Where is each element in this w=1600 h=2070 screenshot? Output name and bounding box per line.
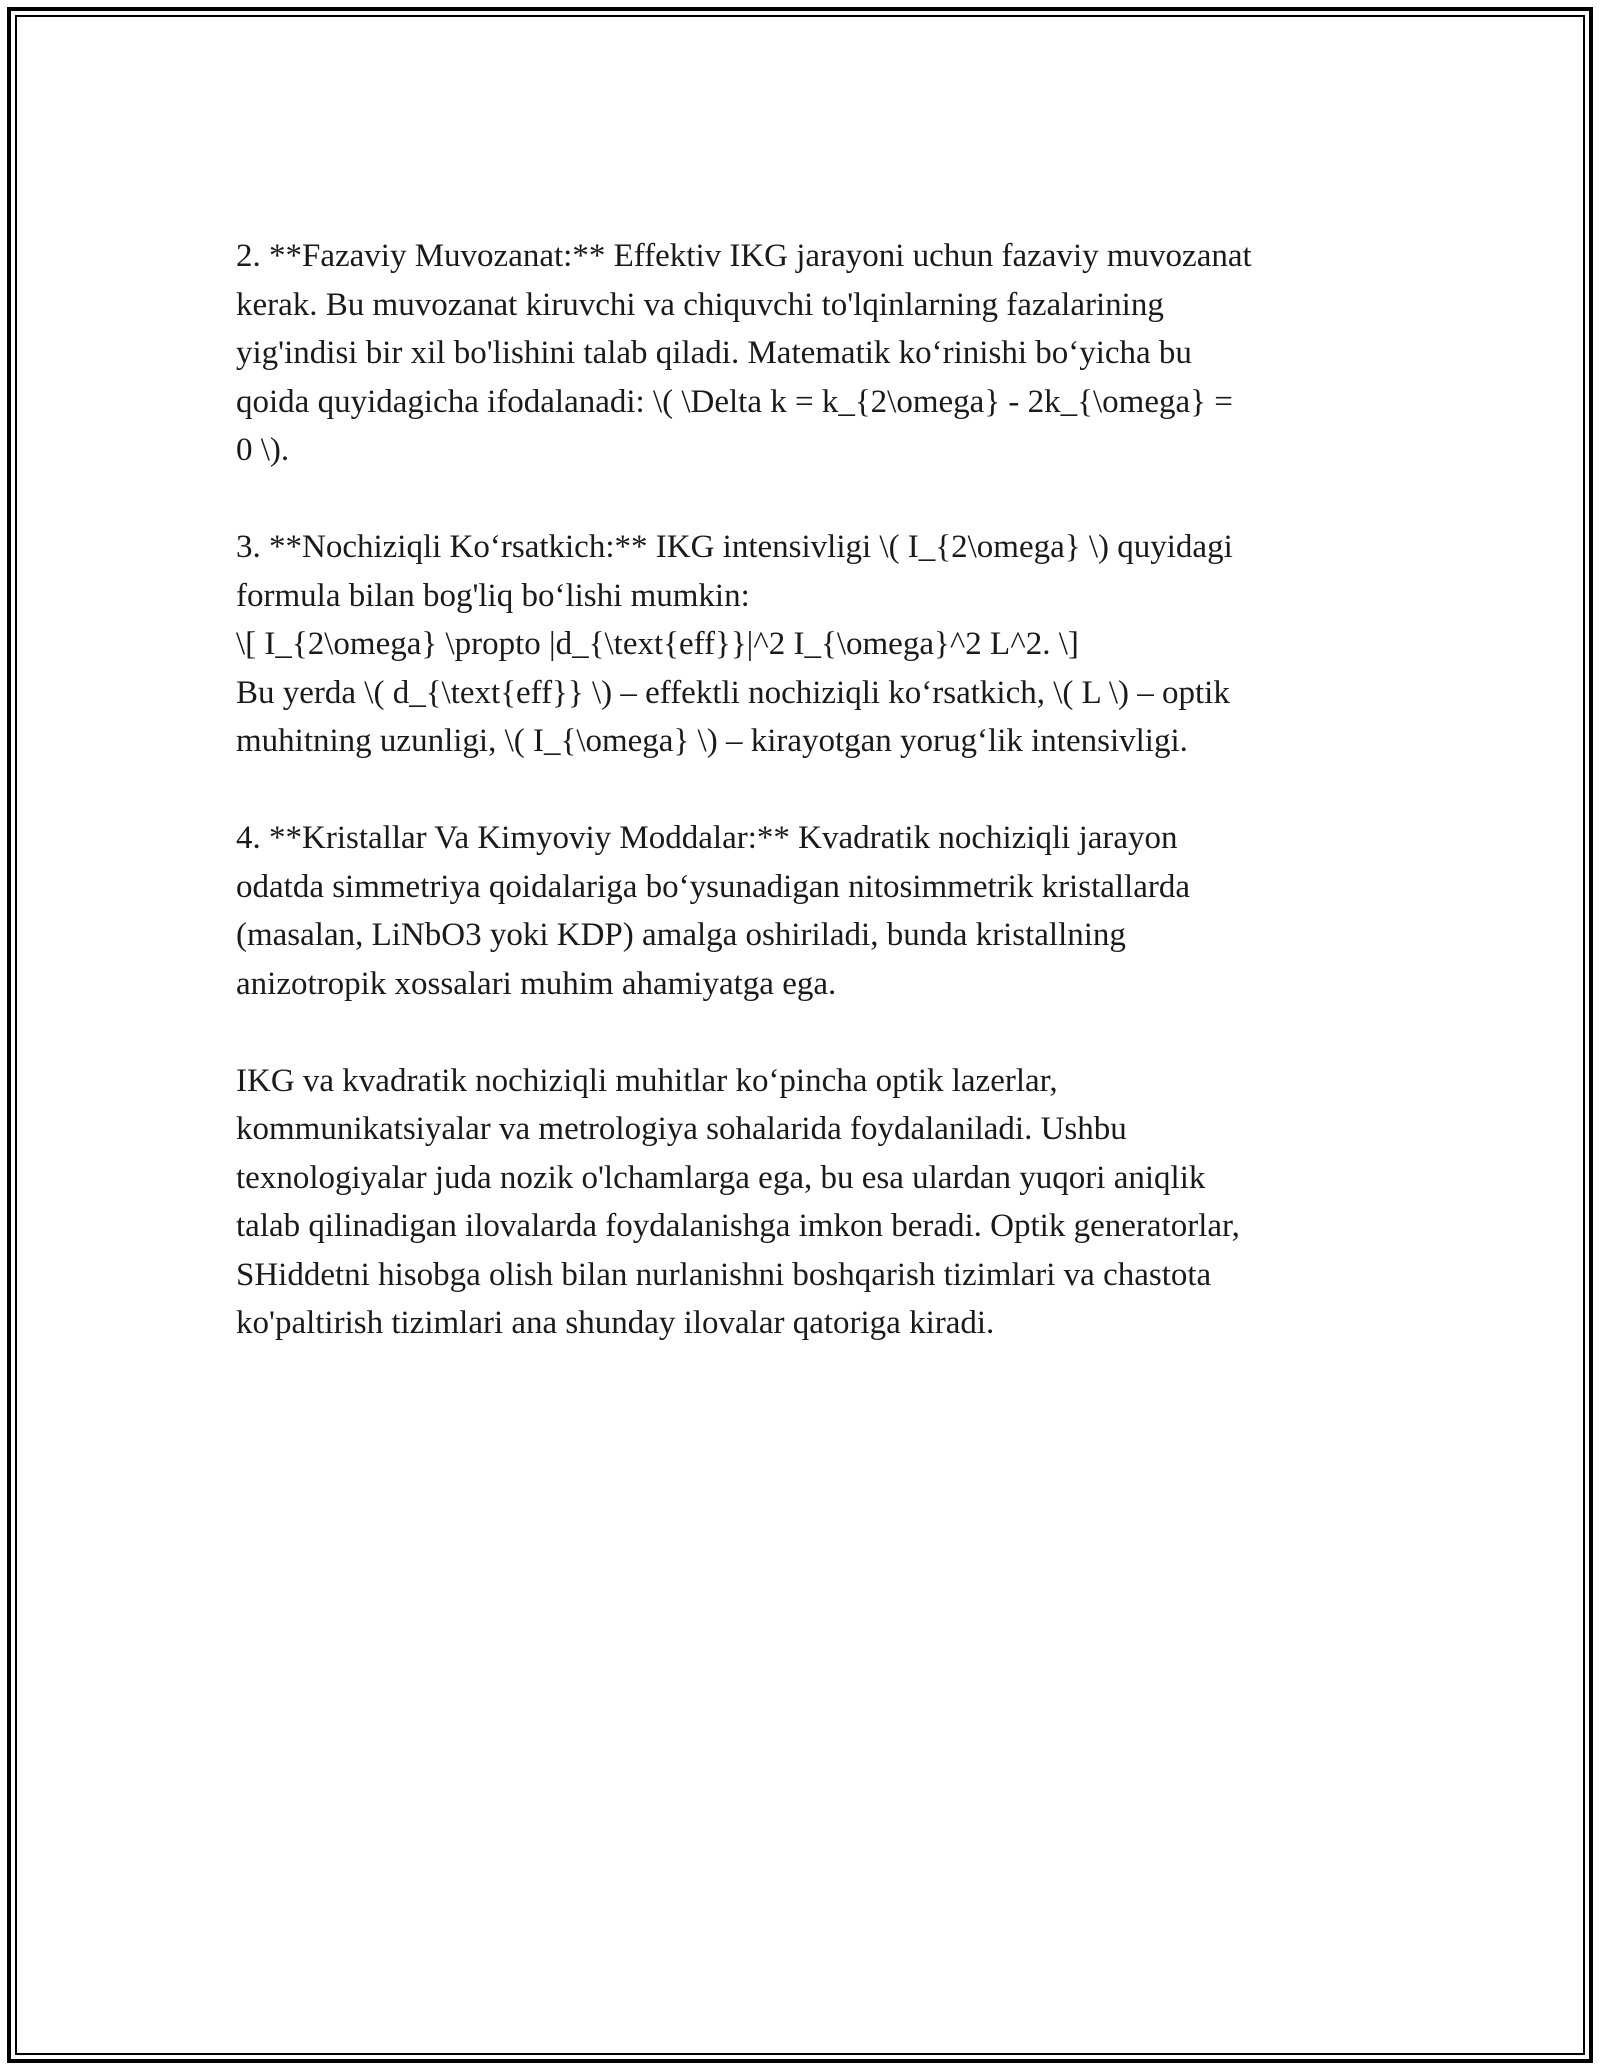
text-line: 2. **Fazaviy Muvozanat:** Effektiv IKG jarayoni uchun fazaviy muvozanat <box>236 238 1252 274</box>
paragraph-applications <box>236 1057 1376 1348</box>
text-line: 0 \). <box>236 432 290 468</box>
document-body <box>236 232 1376 1396</box>
paragraph-phase-matching <box>236 232 1376 475</box>
text-line: SHiddetni hisobga olish bilan nurlanishni boshqarish tizimlari va chastota <box>236 1256 1212 1293</box>
text-line: ko'paltirish tizimlari ana shunday ilovalar qatoriga kiradi. <box>236 1305 995 1341</box>
text-line: (masalan, LiNbO3 yoki KDP) amalga oshiriladi, bunda kristallning <box>236 917 1126 953</box>
text-line: qoida quyidagicha ifodalanadi: \( \Delta k = k_{2\omega} - 2k_{\omega} = <box>236 383 1233 420</box>
text-line: anizotropik xossalari muhim ahamiyatga ega. <box>236 965 837 1002</box>
text-line: IKG va kvadratik nochiziqli muhitlar ko‘pincha optik lazerlar, <box>236 1062 1058 1099</box>
formula-line: \[ I_{2\omega} \propto |d_{\text{eff}}|^2 I_{\omega}^2 L^2. \] <box>236 626 1079 662</box>
text-line: talab qilinadigan ilovalarda foydalanishga imkon beradi. Optik generatorlar, <box>236 1208 1240 1244</box>
paragraph-nonlinear-coefficient <box>236 523 1376 766</box>
text-line: odatda simmetriya qoidalariga bo‘ysunadigan nitosimmetrik kristallarda <box>236 868 1191 905</box>
text-line: formula bilan bog'liq bo‘lishi mumkin: <box>236 577 750 614</box>
text-line: kerak. Bu muvozanat kiruvchi va chiquvchi to'lqinlarning fazalarining <box>236 286 1164 323</box>
text-line: kommunikatsiyalar va metrologiya sohalarida foydalaniladi. Ushbu <box>236 1111 1127 1147</box>
text-line: texnologiyalar juda nozik o'lchamlarga ega, bu esa ulardan yuqori aniqlik <box>236 1159 1206 1196</box>
text-line: muhitning uzunligi, \( I_{\omega} \) – kirayotgan yorug‘lik intensivligi. <box>236 723 1188 759</box>
text-line: 3. **Nochiziqli Ko‘rsatkich:** IKG intensivligi \( I_{2\omega} \) quyidagi <box>236 529 1233 565</box>
text-line: 4. **Kristallar Va Kimyoviy Moddalar:** Kvadratik nochiziqli jarayon <box>236 820 1178 856</box>
text-line: yig'indisi bir xil bo'lishini talab qiladi. Matematik ko‘rinishi bo‘yicha bu <box>236 335 1192 371</box>
text-line: Bu yerda \( d_{\text{eff}} \) – effektli nochiziqli ko‘rsatkich, \( L \) – optik <box>236 674 1230 711</box>
paragraph-crystals <box>236 814 1376 1008</box>
